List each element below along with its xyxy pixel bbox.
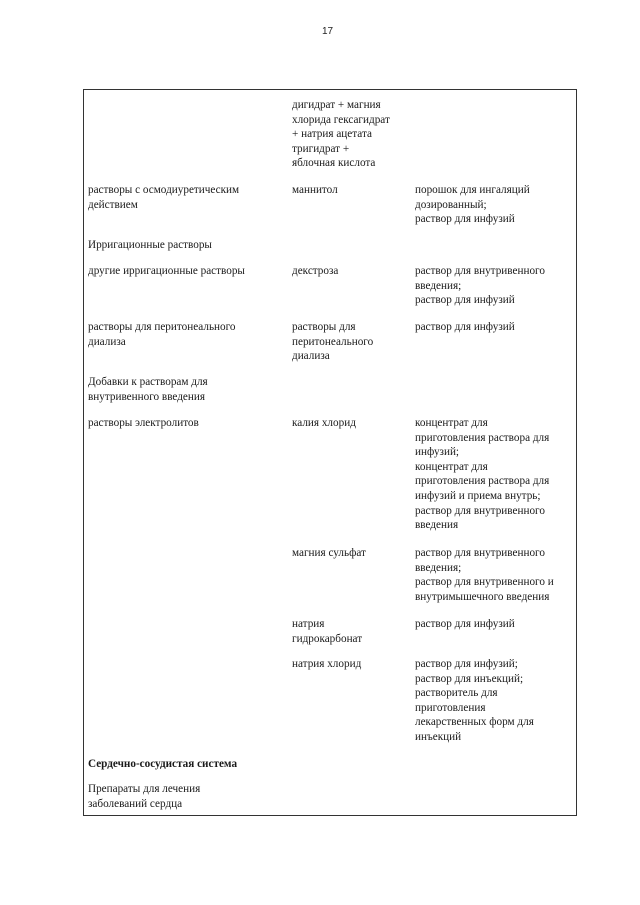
dosage-form-cell: порошок для ингаляций дозированный; раствор для инфузий [415,184,530,226]
substance-cell: натрия гидрокарбонат [292,618,363,645]
dosage-form-cell: концентрат для приготовления раствора для инфузий; концентрат для приготовления раствора для инфузий и приема внутрь; раствор для внутривенного введения [415,417,550,532]
group-cell: растворы электролитов [88,417,199,429]
substance-cell: калия хлорид [292,417,356,429]
group-heading: Ирригационные растворы [88,239,212,251]
dosage-form-cell: раствор для инфузий [415,321,515,333]
substance-cell: дигидрат + магния хлорида гексагидрат + натрия ацетата тригидрат + яблочная кислота [292,99,390,170]
substance-cell: растворы для перитонеального диализа [292,321,374,363]
dosage-form-cell: раствор для инфузий [415,618,515,630]
group-cell: растворы для перитонеального диализа [88,321,236,348]
dosage-form-cell: раствор для внутривенного введения; раствор для внутривенного и внутримышечного введения [415,547,554,603]
page-number: 17 [321,26,334,37]
section-heading: Сердечно-сосудистая система [88,758,238,770]
dosage-form-cell: раствор для инфузий; раствор для инъекций; растворитель для приготовления лекарственных форм для инъекций [415,658,534,743]
group-heading: Добавки к растворам для внутривенного введения [88,376,208,403]
drug-list-table [83,89,577,816]
group-heading: Препараты для лечения заболеваний сердца [88,783,201,810]
substance-cell: маннитол [292,184,338,196]
substance-cell: декстроза [292,265,339,277]
substance-cell: магния сульфат [292,547,366,559]
group-cell: растворы с осмодиуретическим действием [88,184,240,211]
group-cell: другие ирригационные растворы [88,265,245,277]
substance-cell: натрия хлорид [292,658,362,670]
dosage-form-cell: раствор для внутривенного введения; раствор для инфузий [415,265,545,307]
